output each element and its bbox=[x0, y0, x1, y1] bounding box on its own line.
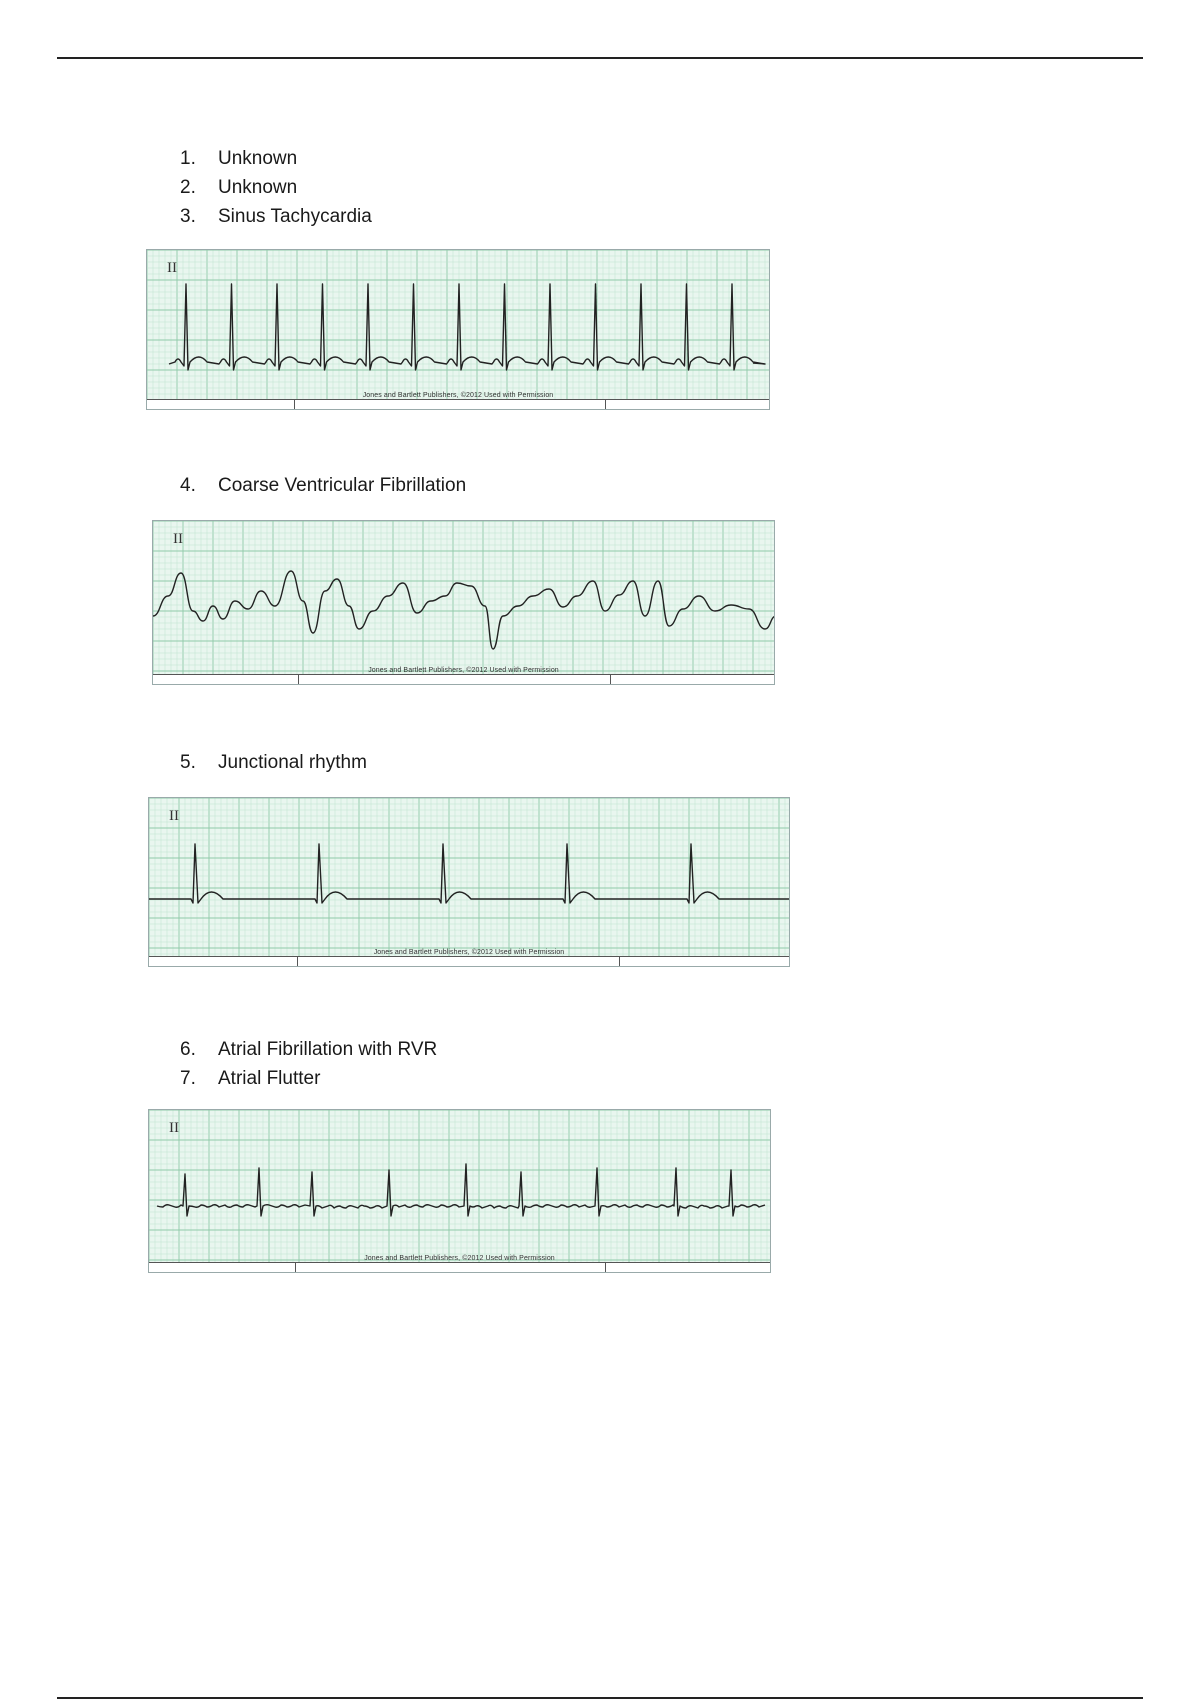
ecg-trace bbox=[153, 521, 775, 685]
rhythm-list-3 bbox=[180, 748, 367, 777]
rhythm-label: Coarse Ventricular Fibrillation bbox=[218, 475, 467, 496]
rhythm-label: Atrial Flutter bbox=[218, 1068, 321, 1089]
credit-text: Jones and Bartlett Publishers, ©2012 Used with Permission bbox=[364, 1255, 555, 1262]
credit-text: Jones and Bartlett Publishers, ©2012 Used with Permission bbox=[368, 667, 559, 674]
rhythm-label: Atrial Fibrillation with RVR bbox=[218, 1039, 438, 1060]
ecg-strip-atrial-fibrillation bbox=[148, 1109, 771, 1273]
rhythm-label: Sinus Tachycardia bbox=[218, 206, 372, 227]
list-item: 6. Atrial Fibrillation with RVR bbox=[180, 1039, 438, 1060]
list-item: 4. Coarse Ventricular Fibrillation bbox=[180, 475, 467, 496]
rhythm-label: Junctional rhythm bbox=[218, 752, 367, 773]
credit-text: Jones and Bartlett Publishers, ©2012 Used with Permission bbox=[373, 949, 565, 956]
ecg-trace bbox=[149, 1110, 771, 1273]
rhythm-list-4 bbox=[180, 1035, 437, 1093]
list-item: 2. Unknown bbox=[180, 177, 298, 198]
list-item: 5. Junctional rhythm bbox=[180, 752, 367, 773]
lead-label: II bbox=[173, 531, 183, 547]
header-rule bbox=[57, 57, 1143, 59]
ecg-trace bbox=[149, 798, 790, 967]
lead-label: II bbox=[167, 260, 177, 276]
ecg-strip-ventricular-fibrillation bbox=[152, 520, 775, 685]
credit-text: Jones and Bartlett Publishers, ©2012 Used with Permission bbox=[362, 392, 554, 399]
ecg-strip-sinus-tachycardia bbox=[146, 249, 770, 410]
list-item: 1. Unknown bbox=[180, 148, 298, 169]
rhythm-label: Unknown bbox=[218, 177, 298, 198]
list-item: 3. Sinus Tachycardia bbox=[180, 206, 372, 227]
rhythm-list-1 bbox=[180, 144, 372, 231]
footer-rule bbox=[57, 1697, 1143, 1699]
ecg-strip-junctional bbox=[148, 797, 790, 967]
rhythm-list-2 bbox=[180, 471, 466, 500]
rhythm-label: Unknown bbox=[218, 148, 298, 169]
ecg-trace bbox=[147, 250, 770, 410]
lead-label: II bbox=[169, 1120, 179, 1136]
lead-label: II bbox=[169, 808, 179, 824]
list-item: 7. Atrial Flutter bbox=[180, 1068, 321, 1089]
